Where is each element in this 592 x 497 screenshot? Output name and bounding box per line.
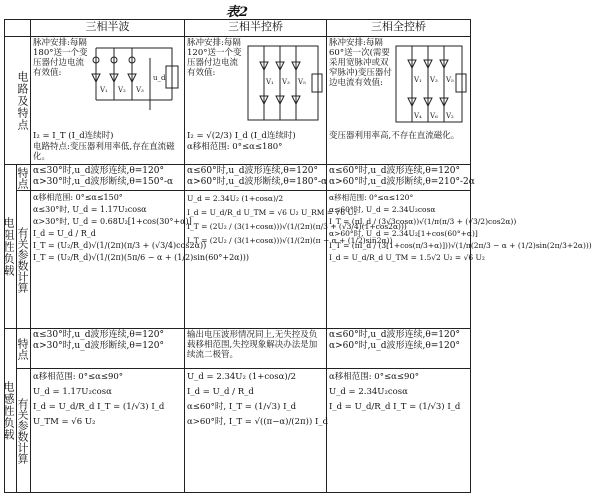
corner-cell (5, 20, 31, 37)
circuit-note: 变压器利用率高,不存在直流磁化。 (329, 131, 460, 141)
feature-line: α>60°时,u_d波形连续,θ=120° (329, 341, 460, 351)
circuit-cell-full-controlled (327, 37, 471, 165)
sub-label-feature: 特点 (16, 166, 29, 189)
param-line: I_d = U_d/R_d I_T = (1/√3) I_d (329, 402, 461, 412)
svg-text:V₂: V₂ (118, 86, 126, 94)
circuit-cell-half-controlled (185, 37, 327, 165)
inductive-feature-full-controlled (327, 329, 471, 369)
feature-line: α>60°时,u_d波形断续,θ=210°-2α (329, 177, 475, 187)
feature-line: α>30°时,u_d波形断续,θ=120° (33, 341, 164, 351)
param-line: U_TM = √6 U₂ (33, 417, 96, 427)
param-line: I_d = U_d / R_d (187, 387, 254, 397)
feature-line: α≤30°时,u_d波形连续,θ=120° (33, 166, 164, 176)
svg-text:V₃: V₃ (430, 76, 438, 84)
section-label-resistive: 电阻性负载 (5, 165, 17, 329)
resistive-params-full-controlled (327, 191, 592, 329)
param-line: I_T = (U₂/R_d)√(1/(2π)(5π/6 − α + (1/2)sin(60°+2α))) (33, 253, 249, 262)
param-line: α>60°时, U_d = 2.34U₂[1+cos(60°+α)] (329, 229, 478, 238)
header-full-controlled: 三相全控桥 (327, 20, 471, 37)
svg-text:u_d: u_d (153, 74, 166, 82)
circuit-description: 脉冲安排:每隔180°送一个变压器付边电流有效值: (33, 38, 91, 78)
svg-text:V₁: V₁ (266, 78, 274, 86)
sub-label-params: 有关参数计算 (17, 369, 31, 493)
svg-text:V₄: V₄ (414, 112, 422, 120)
feature-line: α≤60°时,u_d波形连续,θ=120° (329, 166, 460, 176)
header-half-controlled: 三相半控桥 (185, 20, 327, 37)
param-line: I_T = (2U₂ / (3(1+cosα)))√(1/(2π)(π − α + (1/2)sin2α)) (187, 236, 393, 245)
param-line: α≤30°时, U_d = 1.17U₂cosα (33, 205, 147, 214)
param-line: I_T = (2U₂ / (3(1+cosα)))√(1/(2π)(π/3 + (√3/4)(1+cos2α))) (187, 222, 407, 231)
comparison-table (2, 19, 592, 493)
svg-text:V₂: V₂ (446, 112, 454, 120)
param-line: α>60°时, I_T = √((π−α)/(2π)) I_d (187, 417, 329, 427)
param-line: α移相范围: 0°≤α≤150° (33, 193, 123, 202)
param-line: I_T = (U₂/R_d)√(1/(2π)(π/3 + (√3/4)cos2α)) (33, 241, 207, 250)
section-label-circuit: 电路及特点 (5, 37, 31, 165)
circuit-description: 脉冲安排:每隔60°送一次(需要采用宽脉冲或双窄脉冲)变压器付边电流有效值: (329, 38, 392, 88)
inductive-feature-half-controlled: 输出电压波形情况同上,无失控及负载移相范围,失控现象解决办法是加续流二极管。 (185, 329, 327, 369)
param-line: U_d = 2.34U₂cosα (329, 387, 408, 397)
param-line: I_d = U_d/R_d U_TM = √6 U₂ U_RM = √6 U₂ (187, 208, 357, 217)
feature-line: α>60°时,u_d波形断续,θ=180°-α (187, 177, 328, 187)
feature-line: α>30°时,u_d波形断续,θ=150°-α (33, 177, 174, 187)
param-line: α>30°时, U_d = 0.68U₂[1+cos(30°+α)] (33, 217, 192, 226)
param-line: U_d = 2.34U₂ (1+cosα)/2 (187, 194, 284, 203)
resistive-feature-full-controlled (327, 165, 475, 191)
circuit-description: 脉冲安排:每隔120°送一个变压器付边电流有效值: (187, 38, 245, 78)
circuit-formula: I₂ = I_T (I_d连续时) (33, 131, 114, 141)
feature-line: α≤60°时,u_d波形连续,θ=120° (329, 330, 460, 340)
resistive-feature-half-controlled (185, 165, 327, 191)
sub-label-params: 有关参数计算 (17, 191, 31, 329)
param-line: α移相范围: 0°≤α≤90° (329, 372, 420, 382)
phase-range: α移相范围: 0°≤α≤180° (187, 142, 283, 152)
resistive-feature-half-wave (31, 165, 185, 191)
circuit-diagram-full-controlled (392, 40, 468, 128)
circuit-diagram-half-wave (90, 40, 182, 128)
param-line: α≤60°时, I_T = (1/√3) I_d (187, 402, 297, 412)
svg-text:V₃: V₃ (136, 86, 144, 94)
inductive-params-full-controlled (327, 369, 471, 493)
inductive-params-half-wave (31, 369, 185, 493)
inductive-params-half-controlled (185, 369, 327, 493)
header-half-wave: 三相半波 (31, 20, 185, 37)
svg-text:V₁: V₁ (100, 86, 108, 94)
circuit-formula: I₂ = √(2/3) I_d (I_d连续时) (187, 131, 296, 141)
param-line: I_d = U_d/R_d U_TM = 1.5√2 U₂ = √6 U₂ (329, 253, 485, 262)
svg-text:V₅: V₅ (446, 76, 454, 84)
svg-text:V₃: V₃ (282, 78, 290, 86)
feature-line: α≤30°时,u_d波形连续,θ=120° (33, 330, 164, 340)
param-line: α移相范围: 0°≤α≤90° (33, 372, 124, 382)
param-line: I_d = U_d / R_d (33, 229, 96, 238)
param-line: α移相范围: 0°≤α≤120° (329, 193, 414, 202)
svg-text:V₅: V₅ (298, 78, 306, 86)
param-line: α≤60°时, U_d = 2.34U₂cosα (329, 205, 436, 214)
param-line: I_T = (πI_d / (3[1+cos(π/3+α)]))√(1/π(2π/3 − α + (1/2)sin(2π/3+2α))) (329, 241, 592, 250)
param-line: U_d = 1.17U₂cosα (33, 387, 112, 397)
page-title: 表2 (225, 5, 249, 20)
param-line: I_d = U_d/R_d I_T = (1/√3) I_d (33, 402, 165, 412)
circuit-note: 电路特点:变压器利用率低,存在直流磁化。 (33, 142, 175, 162)
circuit-cell-half-wave (31, 37, 185, 165)
inductive-feature-half-wave (31, 329, 185, 369)
circuit-diagram-half-controlled (244, 40, 324, 128)
sub-label-feature: 特点 (17, 329, 31, 369)
param-line: I_T = (πI_d / (3√3cosα))√(1/π(π/3 + (√3/2)cos2α)) (329, 217, 517, 226)
svg-text:V₁: V₁ (414, 76, 422, 84)
param-line: U_d = 2.34U₂ (1+cosα)/2 (187, 372, 296, 382)
section-label-inductive: 电感性负载 (5, 329, 17, 493)
feature-line: α≤60°时,u_d波形连续,θ=120° (187, 166, 318, 176)
svg-text:V₆: V₆ (430, 112, 438, 120)
